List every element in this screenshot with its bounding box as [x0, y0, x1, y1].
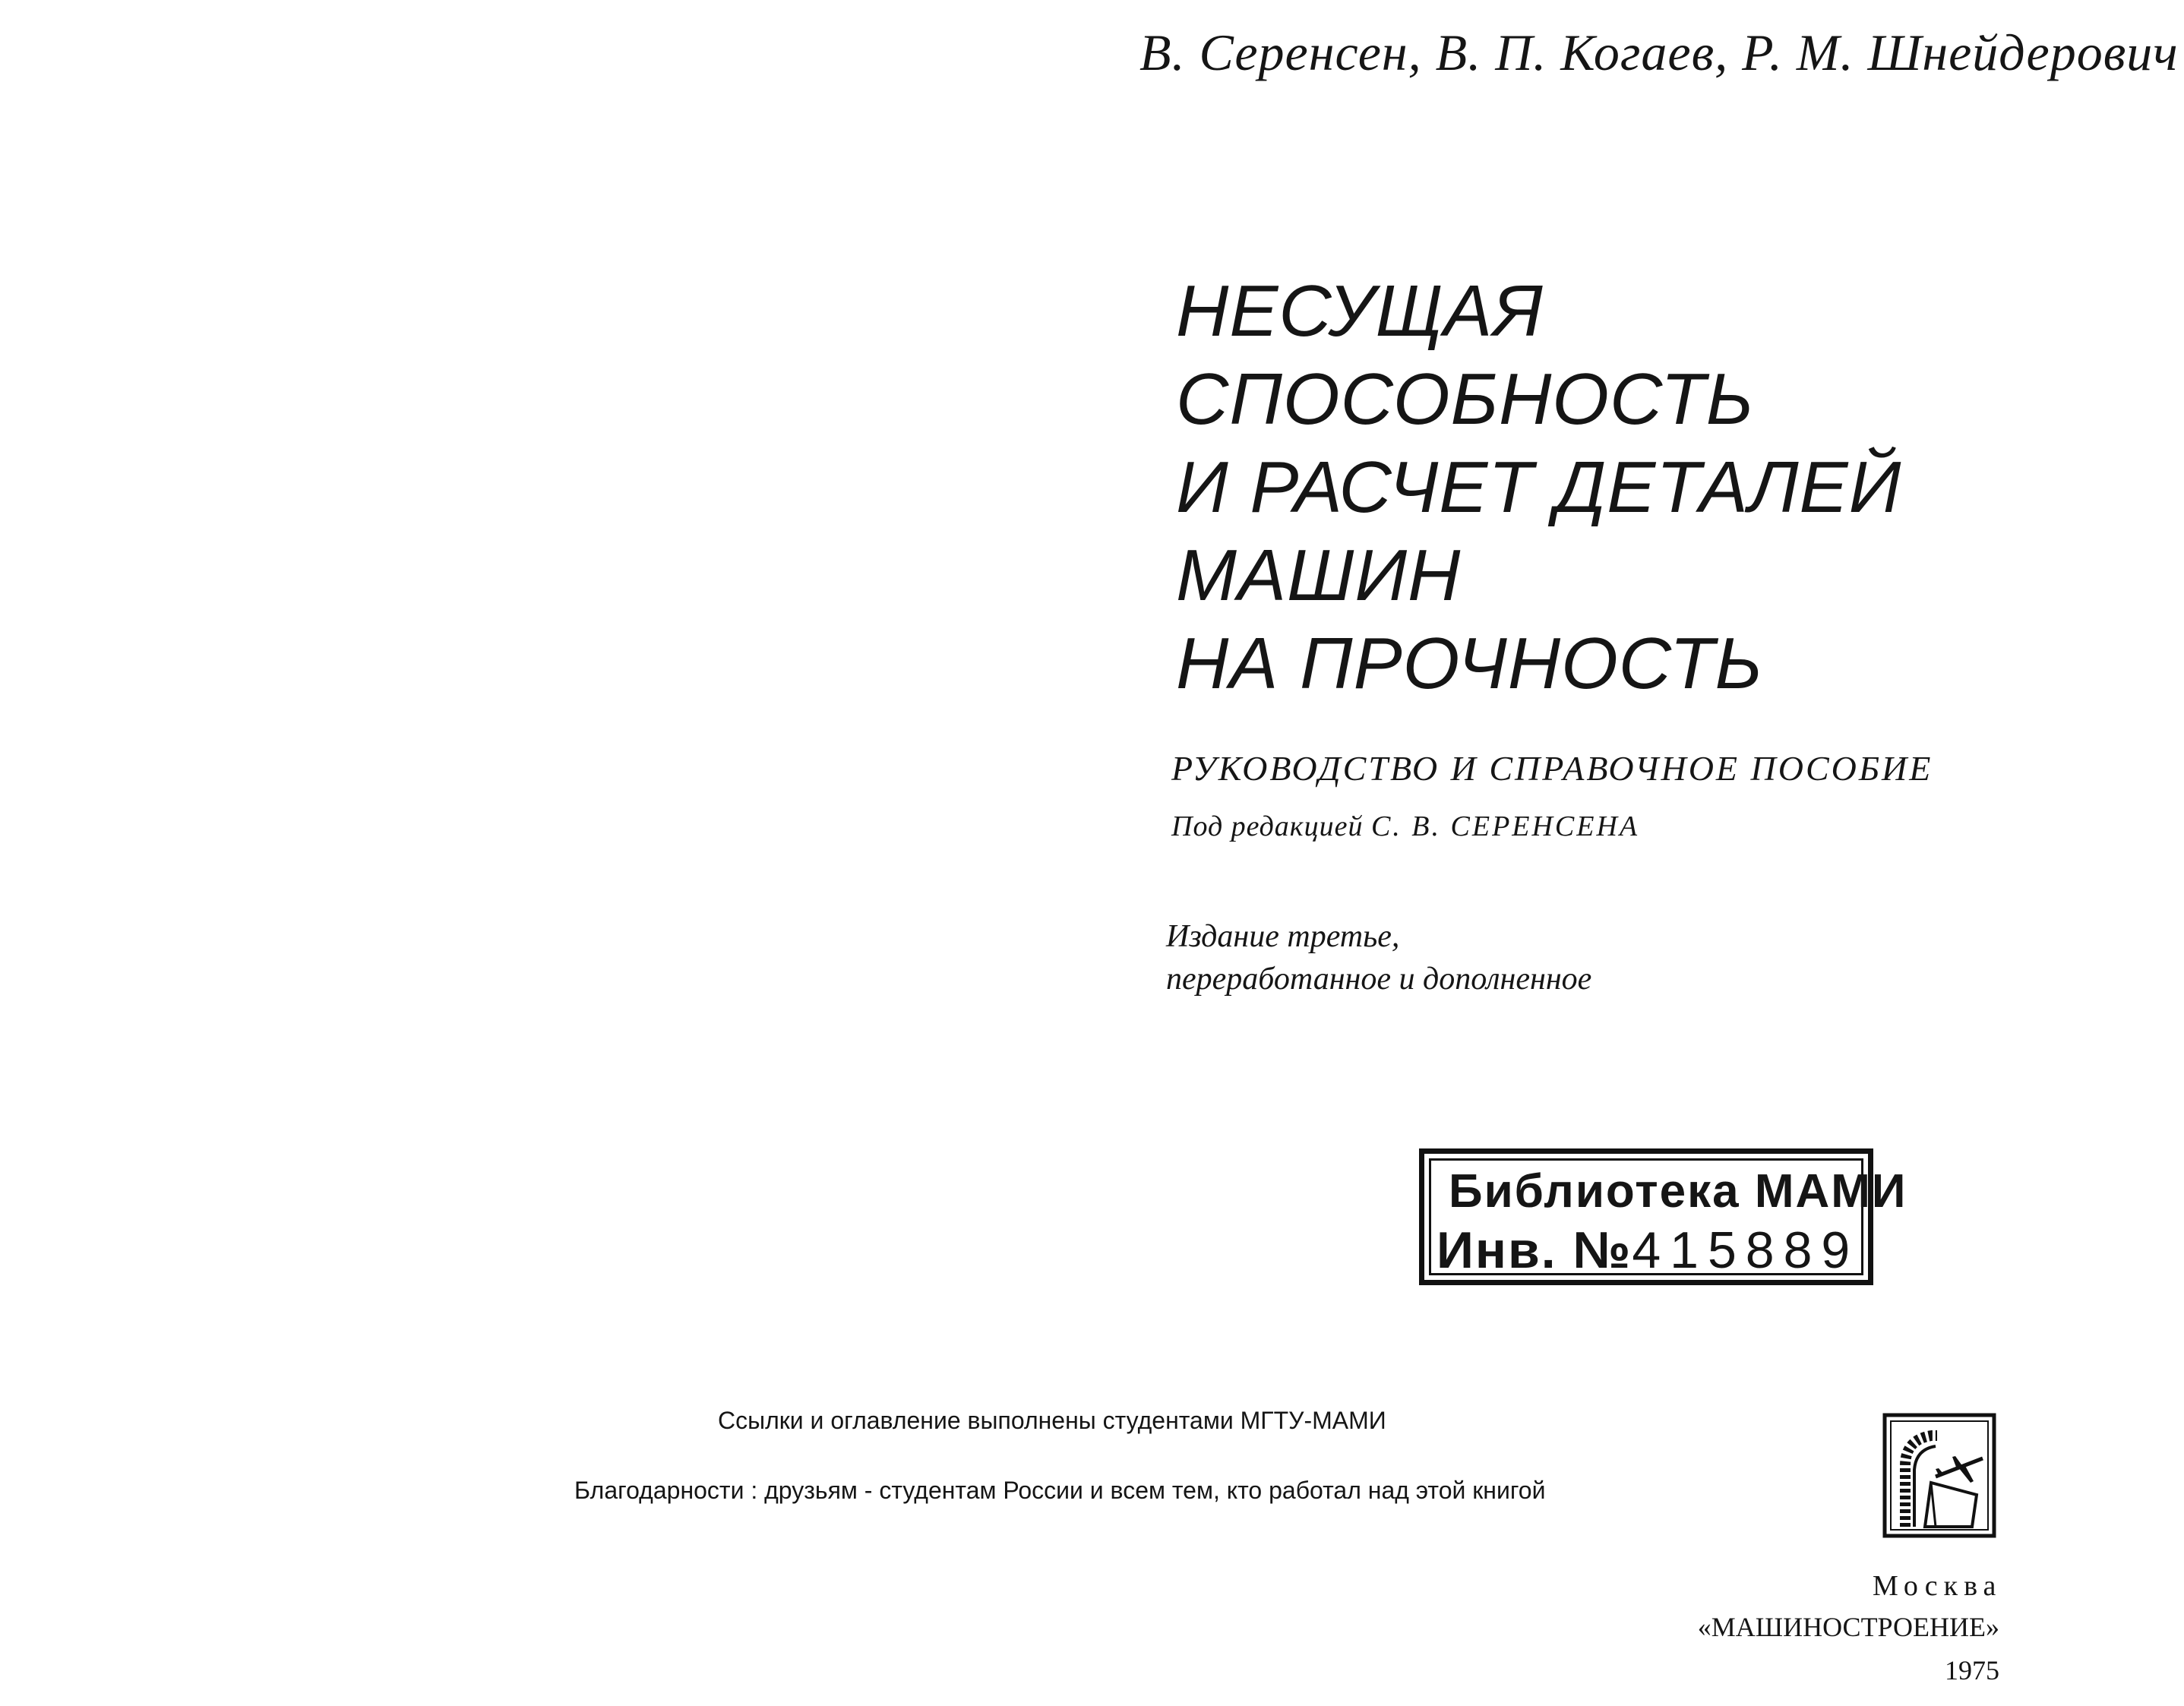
- library-stamp: [1419, 1148, 1907, 1285]
- credits-line: Благодарности : друзьям - студентам России и всем тем, кто работал над этой книгой: [574, 1477, 1546, 1504]
- edition-line: Издание третье,: [1166, 919, 1400, 954]
- imprint-year: 1975: [1945, 1655, 1999, 1685]
- authors: В. Серенсен, В. П. Когаев, Р. М. Шнейдерович: [1139, 24, 2179, 81]
- credits-line: Ссылки и оглавление выполнены студентами МГТУ-МАМИ: [718, 1407, 1386, 1434]
- title-line: СПОСОБНОСТЬ: [1176, 359, 1755, 440]
- editor-name: С. В. СЕРЕНСЕНА: [1370, 810, 1640, 842]
- editor-line: [1171, 810, 1639, 843]
- publisher-logo-icon: [1882, 1413, 1996, 1538]
- subtitle: РУКОВОДСТВО И СПРАВОЧНОЕ ПОСОБИЕ: [1171, 749, 1933, 788]
- stamp-inventory: [1437, 1221, 1863, 1283]
- imprint-publisher: «МАШИНОСТРОЕНИЕ»: [1697, 1612, 1999, 1642]
- stamp-library-name: Библиотека МАМИ: [1449, 1165, 1907, 1218]
- editor-prefix: Под редакцией: [1171, 810, 1364, 842]
- stamp-inv-number: 415889: [1632, 1221, 1863, 1283]
- title-line: И РАСЧЕТ ДЕТАЛЕЙ: [1176, 447, 1902, 528]
- edition-line: переработанное и дополненное: [1166, 962, 1592, 997]
- stamp-inv-label: Инв. №: [1437, 1221, 1632, 1279]
- imprint-city: Москва: [1873, 1570, 2002, 1602]
- title-line: НЕСУЩАЯ: [1176, 270, 1544, 352]
- book-title: [1176, 267, 2012, 708]
- title-line: НА ПРОЧНОСТЬ: [1176, 623, 1764, 704]
- edition-note: [1166, 915, 1591, 1000]
- title-line: МАШИН: [1176, 535, 1462, 616]
